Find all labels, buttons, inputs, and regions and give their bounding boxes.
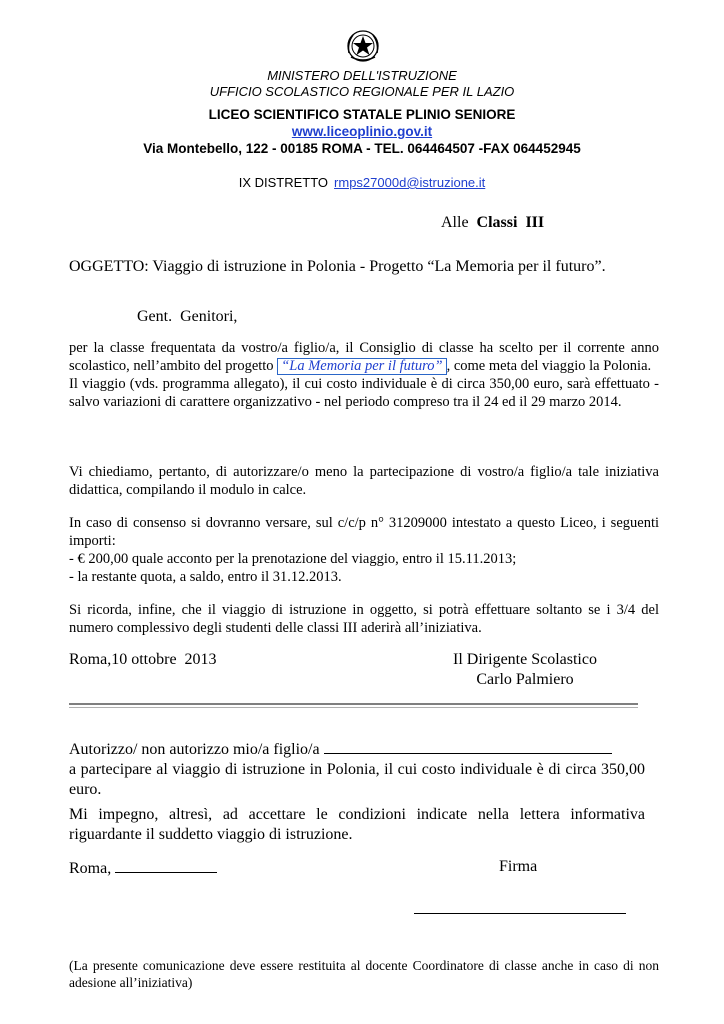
- letter-greeting: Gent. Genitori,: [137, 308, 238, 325]
- divider: [69, 703, 638, 705]
- form-place: [69, 858, 217, 878]
- project-name-highlight: “La Memoria per il futuro”: [277, 358, 446, 375]
- commitment-text: Mi impegno, altresì, ad accettare le condizioni indicate nella lettera informativa riguardante il suddetto viaggio di istruzione.: [69, 806, 645, 843]
- paragraph-3: Vi chiediamo, pertanto, di autorizzare/o meno la partecipazione di vostro/a figlio/a tale iniziativa didattica, compilando il modulo in calce.: [69, 464, 659, 498]
- header-ministry: MINISTERO DELL'ISTRUZIONE: [267, 68, 457, 83]
- form-place-label: Roma,: [69, 860, 112, 877]
- divider-shadow: [69, 707, 638, 708]
- student-name-field[interactable]: [324, 739, 612, 754]
- place-date: Roma,10 ottobre 2013: [69, 651, 217, 668]
- paragraph-4: [69, 514, 659, 586]
- signature-label: Firma: [499, 858, 538, 875]
- payment-item-2: - la restante quota, a saldo, entro il 31.12.2013.: [69, 569, 342, 585]
- footer-note: (La presente comunicazione deve essere restituita al docente Coordinatore di classe anche in caso di non adesione all’iniziativa): [69, 958, 659, 990]
- recipient: [441, 214, 544, 232]
- participation-text: a partecipare al viaggio di istruzione in Polonia, il cui costo individuale è di circa 350,00 euro.: [69, 761, 645, 798]
- signer-title: Il Dirigente Scolastico: [453, 651, 597, 668]
- authorization-form: [69, 739, 645, 845]
- p1-text: per la classe frequentata da vostro/a figlio/a, il Consiglio di classe ha scelto per il corrente anno scolastico, nell’ambito del progetto: [69, 340, 659, 374]
- authorize-label: Autorizzo/ non autorizzo mio/a figlio/a: [69, 741, 320, 758]
- recipient-prefix: Alle: [441, 214, 469, 231]
- email-link[interactable]: rmps27000d@istruzione.it: [334, 175, 486, 190]
- p1-text-end: , come meta del viaggio la Polonia.: [446, 358, 652, 374]
- form-date-field[interactable]: [115, 858, 217, 873]
- header-address: Via Montebello, 122 - 00185 ROMA - TEL. 064464507 -FAX 064452945: [143, 141, 581, 156]
- paragraph-1: [69, 339, 659, 411]
- header-district: [0, 175, 724, 190]
- paragraph-5: Si ricorda, infine, che il viaggio di istruzione in oggetto, si potrà effettuare soltanto se i 3/4 del numero complessivo degli studenti delle classi III aderirà all’iniziativa.: [69, 602, 659, 636]
- header-office: UFFICIO SCOLASTICO REGIONALE PER IL LAZIO: [209, 84, 515, 99]
- header-school-name: LICEO SCIENTIFICO STATALE PLINIO SENIORE: [208, 107, 516, 122]
- website-link[interactable]: www.liceoplinio.gov.it: [291, 124, 433, 139]
- recipient-classes: Classi III: [476, 214, 545, 231]
- signature-field[interactable]: [414, 913, 626, 914]
- header-website: [0, 124, 724, 139]
- district-label: IX DISTRETTO: [238, 175, 329, 190]
- republic-emblem-icon: [345, 27, 381, 63]
- paragraph-2: Il viaggio (vds. programma allegato), il cui costo individuale è di circa 350,00 euro, sarà effettuato - salvo variazioni di carattere organizzativo - nel periodo compreso tra il 24 ed il 29 marzo 2014.: [69, 376, 659, 410]
- payment-intro: In caso di consenso si dovranno versare, sul c/c/p n° 31209000 intestato a questo Liceo, i seguenti importi:: [69, 515, 659, 549]
- signer-name: Carlo Palmiero: [476, 671, 574, 688]
- letter-subject: OGGETTO: Viaggio di istruzione in Polonia - Progetto “La Memoria per il futuro”.: [69, 258, 606, 275]
- payment-item-1: - € 200,00 quale acconto per la prenotazione del viaggio, entro il 15.11.2013;: [69, 551, 517, 567]
